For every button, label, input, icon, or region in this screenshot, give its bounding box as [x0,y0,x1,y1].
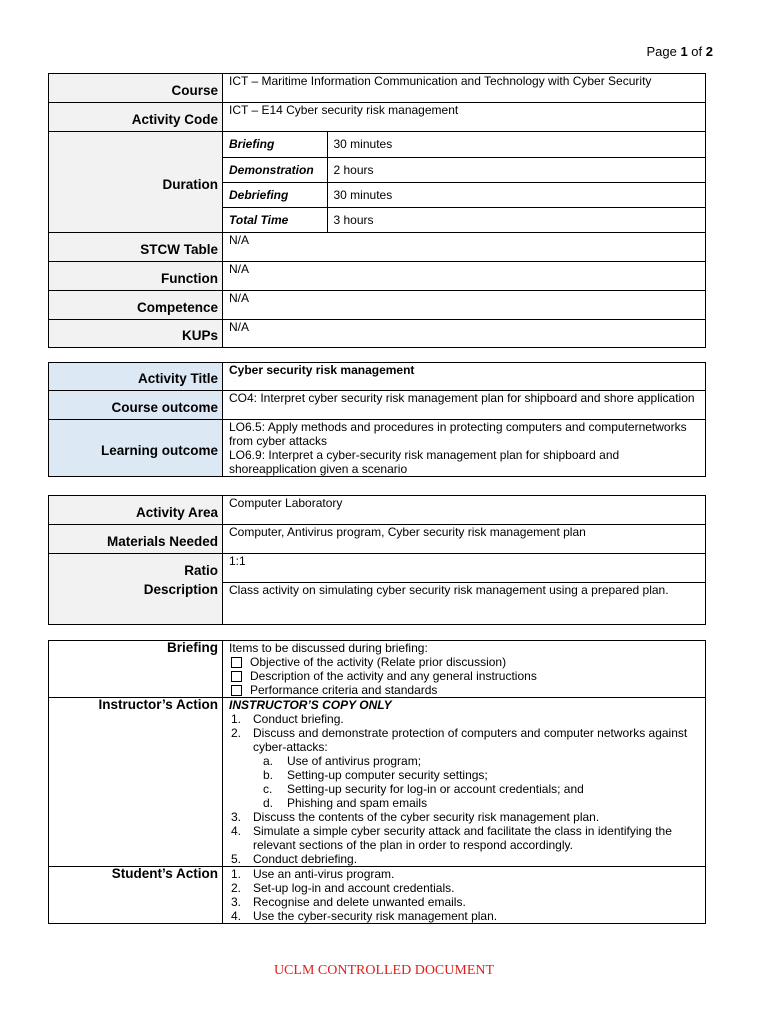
sub-list-item [263,754,699,768]
activity-title-row [49,363,706,391]
course-info-table [48,73,706,348]
list-number: 4. [231,824,242,838]
function-row [49,262,706,291]
duration-value: 30 minutes [327,132,705,157]
page-of: of [687,44,706,59]
stcw-value: N/A [223,233,706,262]
list-item [229,810,699,824]
sub-list-letter: d. [263,796,274,810]
competence-value: N/A [223,291,706,320]
learning-outcome-row [49,420,706,477]
list-text: Conduct debriefing. [253,852,358,866]
function-label: Function [49,262,223,291]
activity-area-label: Activity Area [49,496,223,525]
sub-list-item [263,768,699,782]
list-text: Conduct briefing. [253,712,344,726]
ratio-label: Ratio [49,554,223,583]
materials-value: Computer, Antivirus program, Cyber security risk management plan [223,525,706,554]
briefing-intro: Items to be discussed during briefing: [229,641,428,655]
page-current: 1 [680,44,688,59]
briefing-label: Briefing [49,641,223,698]
list-number: 1. [231,712,242,726]
briefing-item-text: Description of the activity and any general instructions [250,669,537,683]
list-number: 3. [231,895,242,909]
learning-outcome-line: LO6.5: Apply methods and procedures in protecting computers and computernetworks from cyber attacks [229,420,687,448]
page-total: 2 [705,44,713,59]
sub-list-text: Use of antivirus program; [287,754,422,768]
student-label: Student’s Action [49,867,223,924]
course-row [49,74,706,103]
list-number: 5. [231,852,242,866]
list-item [229,881,699,895]
duration-label: Duration [49,132,223,233]
duration-key: Demonstration [223,157,327,182]
activity-outcome-table [48,362,706,477]
description-value: Class activity on simulating cyber security risk management using a prepared plan. [223,583,706,625]
competence-row [49,291,706,320]
activity-code-label: Activity Code [49,103,223,132]
sub-list-letter: c. [263,782,273,796]
briefing-item-text: Performance criteria and standards [250,683,438,697]
instructor-sub-list [263,754,699,810]
duration-item [223,157,705,182]
activity-code-value: ICT – E14 Cyber security risk management [223,103,706,132]
student-value [223,867,706,924]
sub-list-text: Phishing and spam emails [287,796,428,810]
sub-list-letter: a. [263,754,274,768]
course-outcome-row [49,391,706,420]
competence-label: Competence [49,291,223,320]
list-item [229,867,699,881]
duration-item [223,182,705,207]
sub-list-item [263,782,699,796]
list-text: Simulate a simple cyber security attack and facilitate the class in identifying the relevant sections of the plan in order to respond accordingly. [253,824,672,852]
instructor-list [229,712,699,866]
list-text: Discuss the contents of the cyber security risk management plan. [253,810,600,824]
duration-table [223,132,705,232]
briefing-row [49,641,706,698]
kups-value: N/A [223,320,706,348]
kups-row [49,320,706,348]
course-value: ICT – Maritime Information Communication and Technology with Cyber Security [223,74,706,103]
materials-label: Materials Needed [49,525,223,554]
page-label: Page [646,44,681,59]
list-item [229,712,699,726]
function-value: N/A [223,262,706,291]
learning-outcome-value [223,420,706,477]
list-number: 2. [231,881,242,895]
list-item [229,852,699,866]
learning-outcome-label: Learning outcome [49,420,223,477]
instructor-row [49,698,706,867]
activity-code-row [49,103,706,132]
list-item [229,726,699,810]
activity-title-value: Cyber security risk management [223,363,706,391]
sub-list-text: Setting-up security for log-in or account credentials; and [287,782,584,796]
sub-list-letter: b. [263,768,274,782]
list-number: 4. [231,909,242,923]
list-number: 1. [231,867,242,881]
activity-title-label: Activity Title [49,363,223,391]
controlled-document-footer: UCLM CONTROLLED DOCUMENT [273,963,495,978]
checkbox[interactable] [231,671,242,682]
instructor-heading: INSTRUCTOR’S COPY ONLY [229,698,392,712]
kups-label: KUPs [49,320,223,348]
student-list [229,867,699,923]
briefing-item [229,655,699,669]
sub-list-item [263,796,699,810]
duration-cell [223,132,706,233]
activity-area-value: Computer Laboratory [223,496,706,525]
duration-item [223,132,705,157]
description-row [49,583,706,625]
duration-key: Debriefing [223,182,327,207]
briefing-value [223,641,706,698]
description-label: Description [49,583,223,625]
checkbox[interactable] [231,657,242,668]
duration-row [49,132,706,233]
list-text: Set-up log-in and account credentials. [253,881,455,895]
list-item [229,895,699,909]
briefing-item [229,669,699,683]
activity-area-row [49,496,706,525]
briefing-item-text: Objective of the activity (Relate prior discussion) [250,655,507,669]
stcw-row [49,233,706,262]
list-number: 2. [231,726,242,740]
stcw-label: STCW Table [49,233,223,262]
instructor-label: Instructor’s Action [49,698,223,867]
list-text: Recognise and delete unwanted emails. [253,895,466,909]
learning-outcome-line: LO6.9: Interpret a cyber-security risk management plan for shipboard and shoreapplication given a scenario [229,448,620,476]
instructor-value [223,698,706,867]
materials-row [49,525,706,554]
duration-item [223,207,705,232]
list-item [229,909,699,923]
list-item [229,824,699,852]
list-text: Use an anti-virus program. [253,867,395,881]
list-text: Discuss and demonstrate protection of computers and computer networks against cyber-attacks: [253,726,688,754]
checkbox[interactable] [231,685,242,696]
duration-value: 3 hours [333,212,374,227]
duration-value: 2 hours [327,157,705,182]
list-number: 3. [231,810,242,824]
duration-key: Briefing [223,132,327,157]
course-outcome-value: CO4: Interpret cyber security risk management plan for shipboard and shore application [223,391,706,420]
course-label: Course [49,74,223,103]
list-text: Use the cyber-security risk management plan. [253,909,498,923]
activity-details-table [48,495,706,625]
duration-key: Total Time [223,207,327,232]
page-number [646,44,713,59]
sub-list-text: Setting-up computer security settings; [287,768,488,782]
student-row [49,867,706,924]
ratio-value: 1:1 [223,554,706,583]
briefing-item [229,683,699,697]
duration-value: 30 minutes [327,182,705,207]
course-outcome-label: Course outcome [49,391,223,420]
actions-table [48,640,706,924]
ratio-row [49,554,706,583]
